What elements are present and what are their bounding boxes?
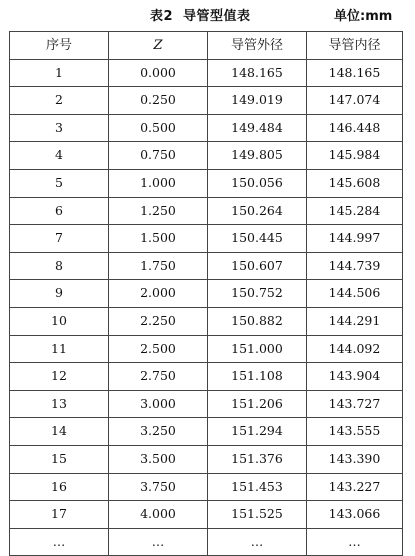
cell-z: 0.750 bbox=[109, 142, 208, 170]
cell-z: 3.750 bbox=[109, 473, 208, 501]
table-row bbox=[10, 445, 403, 473]
cell-outer-diameter: 150.056 bbox=[208, 169, 307, 197]
cell-inner-diameter: 144.291 bbox=[307, 307, 403, 335]
cell-outer-diameter: 151.525 bbox=[208, 501, 307, 529]
cell-z: 2.000 bbox=[109, 280, 208, 308]
cell-outer-diameter: 148.165 bbox=[208, 59, 307, 87]
cell-inner-diameter: 144.506 bbox=[307, 280, 403, 308]
cell-index: 15 bbox=[10, 445, 109, 473]
cell-index: 2 bbox=[10, 87, 109, 115]
cell-z: 3.250 bbox=[109, 418, 208, 446]
cell-inner-diameter: 144.739 bbox=[307, 252, 403, 280]
table-title: 导管型值表 bbox=[183, 9, 251, 24]
cell-index: 7 bbox=[10, 225, 109, 253]
table-body bbox=[10, 59, 403, 556]
cell-index: 3 bbox=[10, 114, 109, 142]
table-row bbox=[10, 59, 403, 87]
cell-index: 5 bbox=[10, 169, 109, 197]
header-row bbox=[10, 32, 403, 60]
table-row bbox=[10, 169, 403, 197]
cell-index: 12 bbox=[10, 363, 109, 391]
table-row bbox=[10, 418, 403, 446]
cell-z: 1.750 bbox=[109, 252, 208, 280]
cell-inner-diameter: 143.066 bbox=[307, 501, 403, 529]
cell-z: 1.500 bbox=[109, 225, 208, 253]
cell-outer-diameter: 149.805 bbox=[208, 142, 307, 170]
cell-outer-diameter: 151.206 bbox=[208, 390, 307, 418]
table-row bbox=[10, 142, 403, 170]
cell-inner-diameter: 144.092 bbox=[307, 335, 403, 363]
table-row bbox=[10, 252, 403, 280]
cell-index: 16 bbox=[10, 473, 109, 501]
cell-inner-diameter: 147.074 bbox=[307, 87, 403, 115]
data-table bbox=[9, 31, 403, 556]
cell-index: 14 bbox=[10, 418, 109, 446]
cell-index: 11 bbox=[10, 335, 109, 363]
cell-inner-diameter: … bbox=[307, 528, 403, 556]
table-row bbox=[10, 280, 403, 308]
table-row bbox=[10, 307, 403, 335]
cell-inner-diameter: 143.904 bbox=[307, 363, 403, 391]
table-row bbox=[10, 473, 403, 501]
cell-z: 3.000 bbox=[109, 390, 208, 418]
cell-index: 6 bbox=[10, 197, 109, 225]
cell-inner-diameter: 144.997 bbox=[307, 225, 403, 253]
cell-inner-diameter: 143.227 bbox=[307, 473, 403, 501]
cell-index: 9 bbox=[10, 280, 109, 308]
table-row bbox=[10, 114, 403, 142]
cell-z: 0.500 bbox=[109, 114, 208, 142]
table-caption bbox=[150, 5, 251, 24]
table-row bbox=[10, 335, 403, 363]
cell-inner-diameter: 143.727 bbox=[307, 390, 403, 418]
table-row bbox=[10, 501, 403, 529]
cell-outer-diameter: 151.453 bbox=[208, 473, 307, 501]
header-z: Z bbox=[109, 32, 208, 60]
cell-z: 0.250 bbox=[109, 87, 208, 115]
cell-index: … bbox=[10, 528, 109, 556]
cell-index: 13 bbox=[10, 390, 109, 418]
cell-outer-diameter: 151.294 bbox=[208, 418, 307, 446]
table-row bbox=[10, 225, 403, 253]
cell-outer-diameter: 149.019 bbox=[208, 87, 307, 115]
cell-z: 3.500 bbox=[109, 445, 208, 473]
cell-index: 17 bbox=[10, 501, 109, 529]
unit-label: 单位:mm bbox=[334, 9, 393, 24]
cell-outer-diameter: 149.484 bbox=[208, 114, 307, 142]
table-row bbox=[10, 390, 403, 418]
cell-inner-diameter: 145.608 bbox=[307, 169, 403, 197]
cell-index: 8 bbox=[10, 252, 109, 280]
cell-z: 4.000 bbox=[109, 501, 208, 529]
cell-index: 1 bbox=[10, 59, 109, 87]
cell-inner-diameter: 146.448 bbox=[307, 114, 403, 142]
cell-z: 1.250 bbox=[109, 197, 208, 225]
header-index: 序号 bbox=[10, 32, 109, 60]
table-row bbox=[10, 197, 403, 225]
cell-inner-diameter: 145.284 bbox=[307, 197, 403, 225]
cell-inner-diameter: 148.165 bbox=[307, 59, 403, 87]
cell-z: … bbox=[109, 528, 208, 556]
cell-z: 1.000 bbox=[109, 169, 208, 197]
cell-outer-diameter: 151.108 bbox=[208, 363, 307, 391]
cell-outer-diameter: 151.376 bbox=[208, 445, 307, 473]
cell-index: 4 bbox=[10, 142, 109, 170]
cell-inner-diameter: 143.390 bbox=[307, 445, 403, 473]
cell-outer-diameter: 150.445 bbox=[208, 225, 307, 253]
cell-outer-diameter: … bbox=[208, 528, 307, 556]
cell-outer-diameter: 150.607 bbox=[208, 252, 307, 280]
cell-z: 2.500 bbox=[109, 335, 208, 363]
cell-z: 0.000 bbox=[109, 59, 208, 87]
cell-z: 2.750 bbox=[109, 363, 208, 391]
header-outer-diameter: 导管外径 bbox=[208, 32, 307, 60]
table-row bbox=[10, 87, 403, 115]
cell-inner-diameter: 145.984 bbox=[307, 142, 403, 170]
table-row bbox=[10, 363, 403, 391]
cell-outer-diameter: 151.000 bbox=[208, 335, 307, 363]
cell-z: 2.250 bbox=[109, 307, 208, 335]
cell-outer-diameter: 150.752 bbox=[208, 280, 307, 308]
table-row bbox=[10, 528, 403, 556]
cell-outer-diameter: 150.882 bbox=[208, 307, 307, 335]
cell-inner-diameter: 143.555 bbox=[307, 418, 403, 446]
header-inner-diameter: 导管内径 bbox=[307, 32, 403, 60]
table-number: 表2 bbox=[150, 9, 174, 24]
cell-outer-diameter: 150.264 bbox=[208, 197, 307, 225]
cell-index: 10 bbox=[10, 307, 109, 335]
